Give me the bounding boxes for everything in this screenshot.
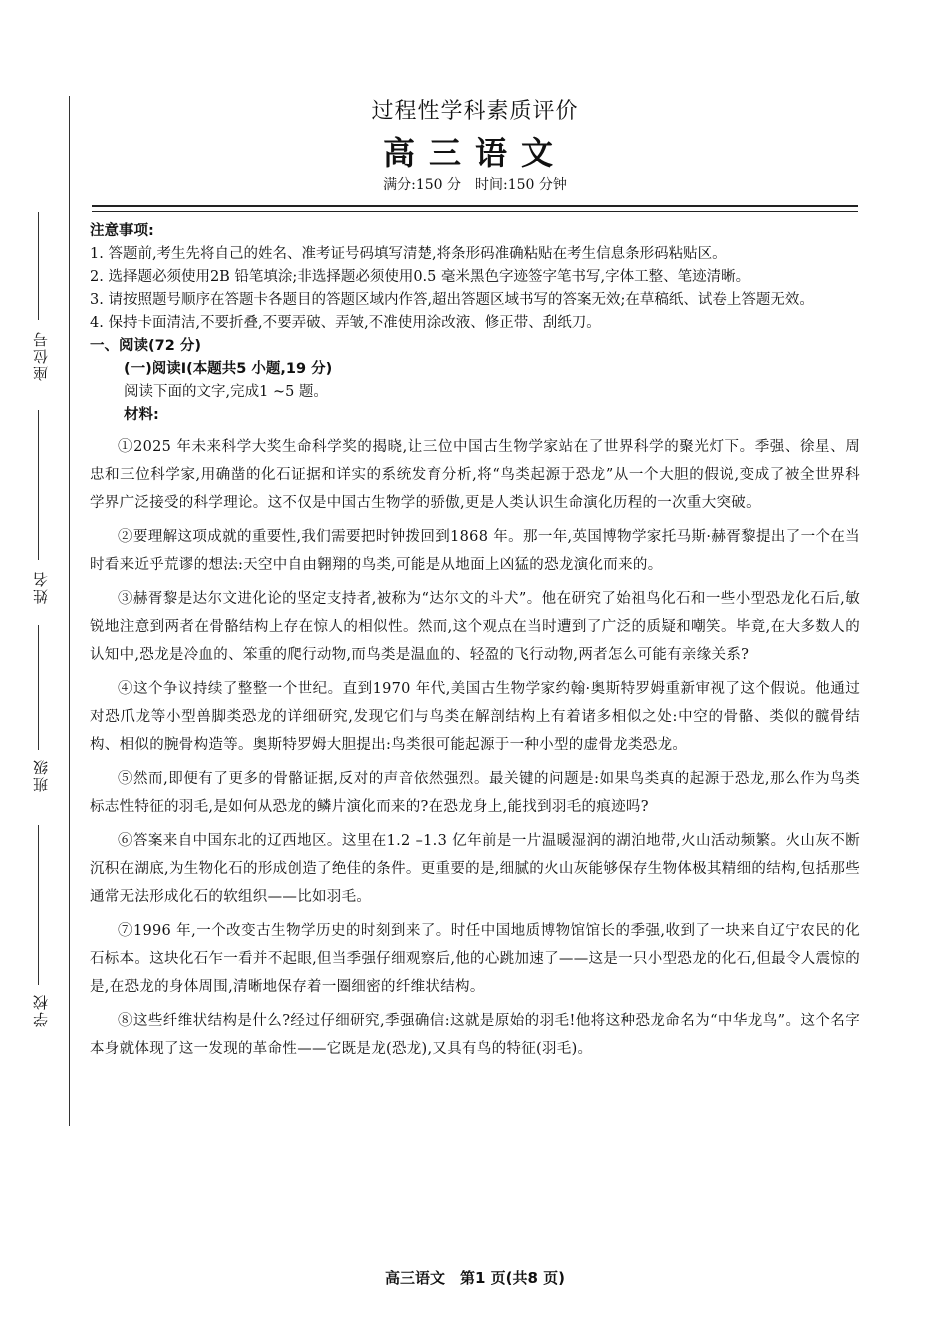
note-item: 3. 请按照题号顺序在答题卡各题目的答题区域内作答,超出答题区域书写的答案无效;在草稿纸、试卷上答题无效。 — [90, 292, 814, 308]
note-item: 2. 选择题必须使用2B 铅笔填涂;非选择题必须使用0.5 毫米黑色字迹签字笔书写,字体工整、笔迹清晰。 — [90, 269, 751, 285]
note-item: 1. 答题前,考生先将自己的姓名、准考证号码填写清楚,将条形码准确粘贴在考生信息条形码粘贴区。 — [90, 246, 727, 262]
reading-instruction: 阅读下面的文字,完成1 ~5 题。 — [124, 384, 328, 400]
notes-heading: 注意事项: — [90, 223, 154, 239]
section-heading: 一、阅读(72 分) — [90, 338, 201, 354]
passage-paragraph: ⑦1996 年,一个改变古生物学历史的时刻到来了。时任中国地质博物馆馆长的季强,收到了一块来自辽宁农民的化石标本。这块化石乍一看并不起眼,但当季强仔细观察后,他的心跳加速了——这是一只小型恐龙的化石,但最令人震惊的是,在恐龙的身体周围,清晰地保存着一圈细密的纤维状结构。 — [90, 923, 860, 995]
passage-paragraph: ④这个争议持续了整整一个世纪。直到1970 年代,美国古生物学家约翰·奥斯特罗姆重新审视了这个假说。他通过对恐爪龙等小型兽脚类恐龙的详细研究,发现它们与鸟类在解剖结构上有着诸多相似之处:中空的骨骼、类似的髋骨结构、相似的腕骨构造等。奥斯特罗姆大胆提出:鸟类很可能起源于一种小型的虚骨龙类恐龙。 — [90, 681, 860, 753]
exam-content — [90, 220, 860, 1063]
binding-margin-line — [69, 96, 70, 1126]
score-time-line: 满分:150 分 时间:150 分钟 — [383, 177, 567, 193]
passage-paragraph: ⑧这些纤维状结构是什么?经过仔细研究,季强确信:这就是原始的羽毛!他将这种恐龙命名为“中华龙鸟”。这个名字本身就体现了这一发现的革命性——它既是龙(恐龙),又具有鸟的特征(羽毛)。 — [90, 1013, 860, 1057]
header-divider — [92, 205, 858, 212]
passage-paragraph: ⑤然而,即便有了更多的骨骼证据,反对的声音依然强烈。最关键的问题是:如果鸟类真的起源于恐龙,那么作为鸟类标志性特征的羽毛,是如何从恐龙的鳞片演化而来的?在恐龙身上,能找到羽毛的痕迹吗? — [90, 771, 860, 815]
page-footer: 高三语文 第1 页(共8 页) — [384, 1269, 566, 1287]
exam-subtitle: 过程性学科素质评价 — [371, 99, 579, 124]
binding-rule-school — [38, 825, 39, 985]
material-label: 材料: — [124, 407, 159, 423]
school-label: 学校 — [32, 993, 50, 1027]
binding-rule-class — [38, 625, 39, 750]
seat-number-label: 座位号 — [32, 330, 50, 381]
reading-subheading: (一)阅读Ⅰ(本题共5 小题,19 分) — [124, 361, 333, 377]
class-label: 班级 — [32, 758, 50, 792]
note-item: 4. 保持卡面清洁,不要折叠,不要弄破、弄皱,不准使用涂改液、修正带、刮纸刀。 — [90, 315, 601, 331]
student-name-label: 姓名 — [32, 570, 50, 604]
passage-paragraph: ⑥答案来自中国东北的辽西地区。这里在1.2 –1.3 亿年前是一片温暖湿润的湖泊地带,火山活动频繁。火山灰不断沉积在湖底,为生物化石的形成创造了绝佳的条件。更重要的是,细腻的火山灰能够保存生物体极其精细的结构,包括那些通常无法形成化石的软组织——比如羽毛。 — [90, 833, 860, 905]
exam-title: 高三语文 — [382, 134, 567, 172]
binding-rule-name — [38, 410, 39, 560]
passage-paragraph: ③赫胥黎是达尔文进化论的坚定支持者,被称为“达尔文的斗犬”。他在研究了始祖鸟化石和一些小型恐龙化石后,敏锐地注意到两者在骨骼结构上存在惊人的相似性。然而,这个观点在当时遭到了广泛的质疑和嘲笑。毕竟,在大多数人的认知中,恐龙是冷血的、笨重的爬行动物,而鸟类是温血的、轻盈的飞行动物,两者怎么可能有亲缘关系? — [90, 591, 860, 663]
passage-paragraph: ①2025 年未来科学大奖生命科学奖的揭晓,让三位中国古生物学家站在了世界科学的聚光灯下。季强、徐星、周忠和三位科学家,用确凿的化石证据和详实的系统发育分析,将“鸟类起源于恐龙”从一个大胆的假说,变成了被全世界科学界广泛接受的科学理论。这不仅是中国古生物学的骄傲,更是人类认识生命演化历程的一次重大突破。 — [90, 439, 860, 511]
passage-paragraph: ②要理解这项成就的重要性,我们需要把时钟拨回到1868 年。那一年,英国博物学家托马斯·赫胥黎提出了一个在当时看来近乎荒谬的想法:天空中自由翱翔的鸟类,可能是从地面上凶猛的恐龙演化而来的。 — [90, 529, 860, 573]
binding-rule-seat — [38, 212, 39, 320]
